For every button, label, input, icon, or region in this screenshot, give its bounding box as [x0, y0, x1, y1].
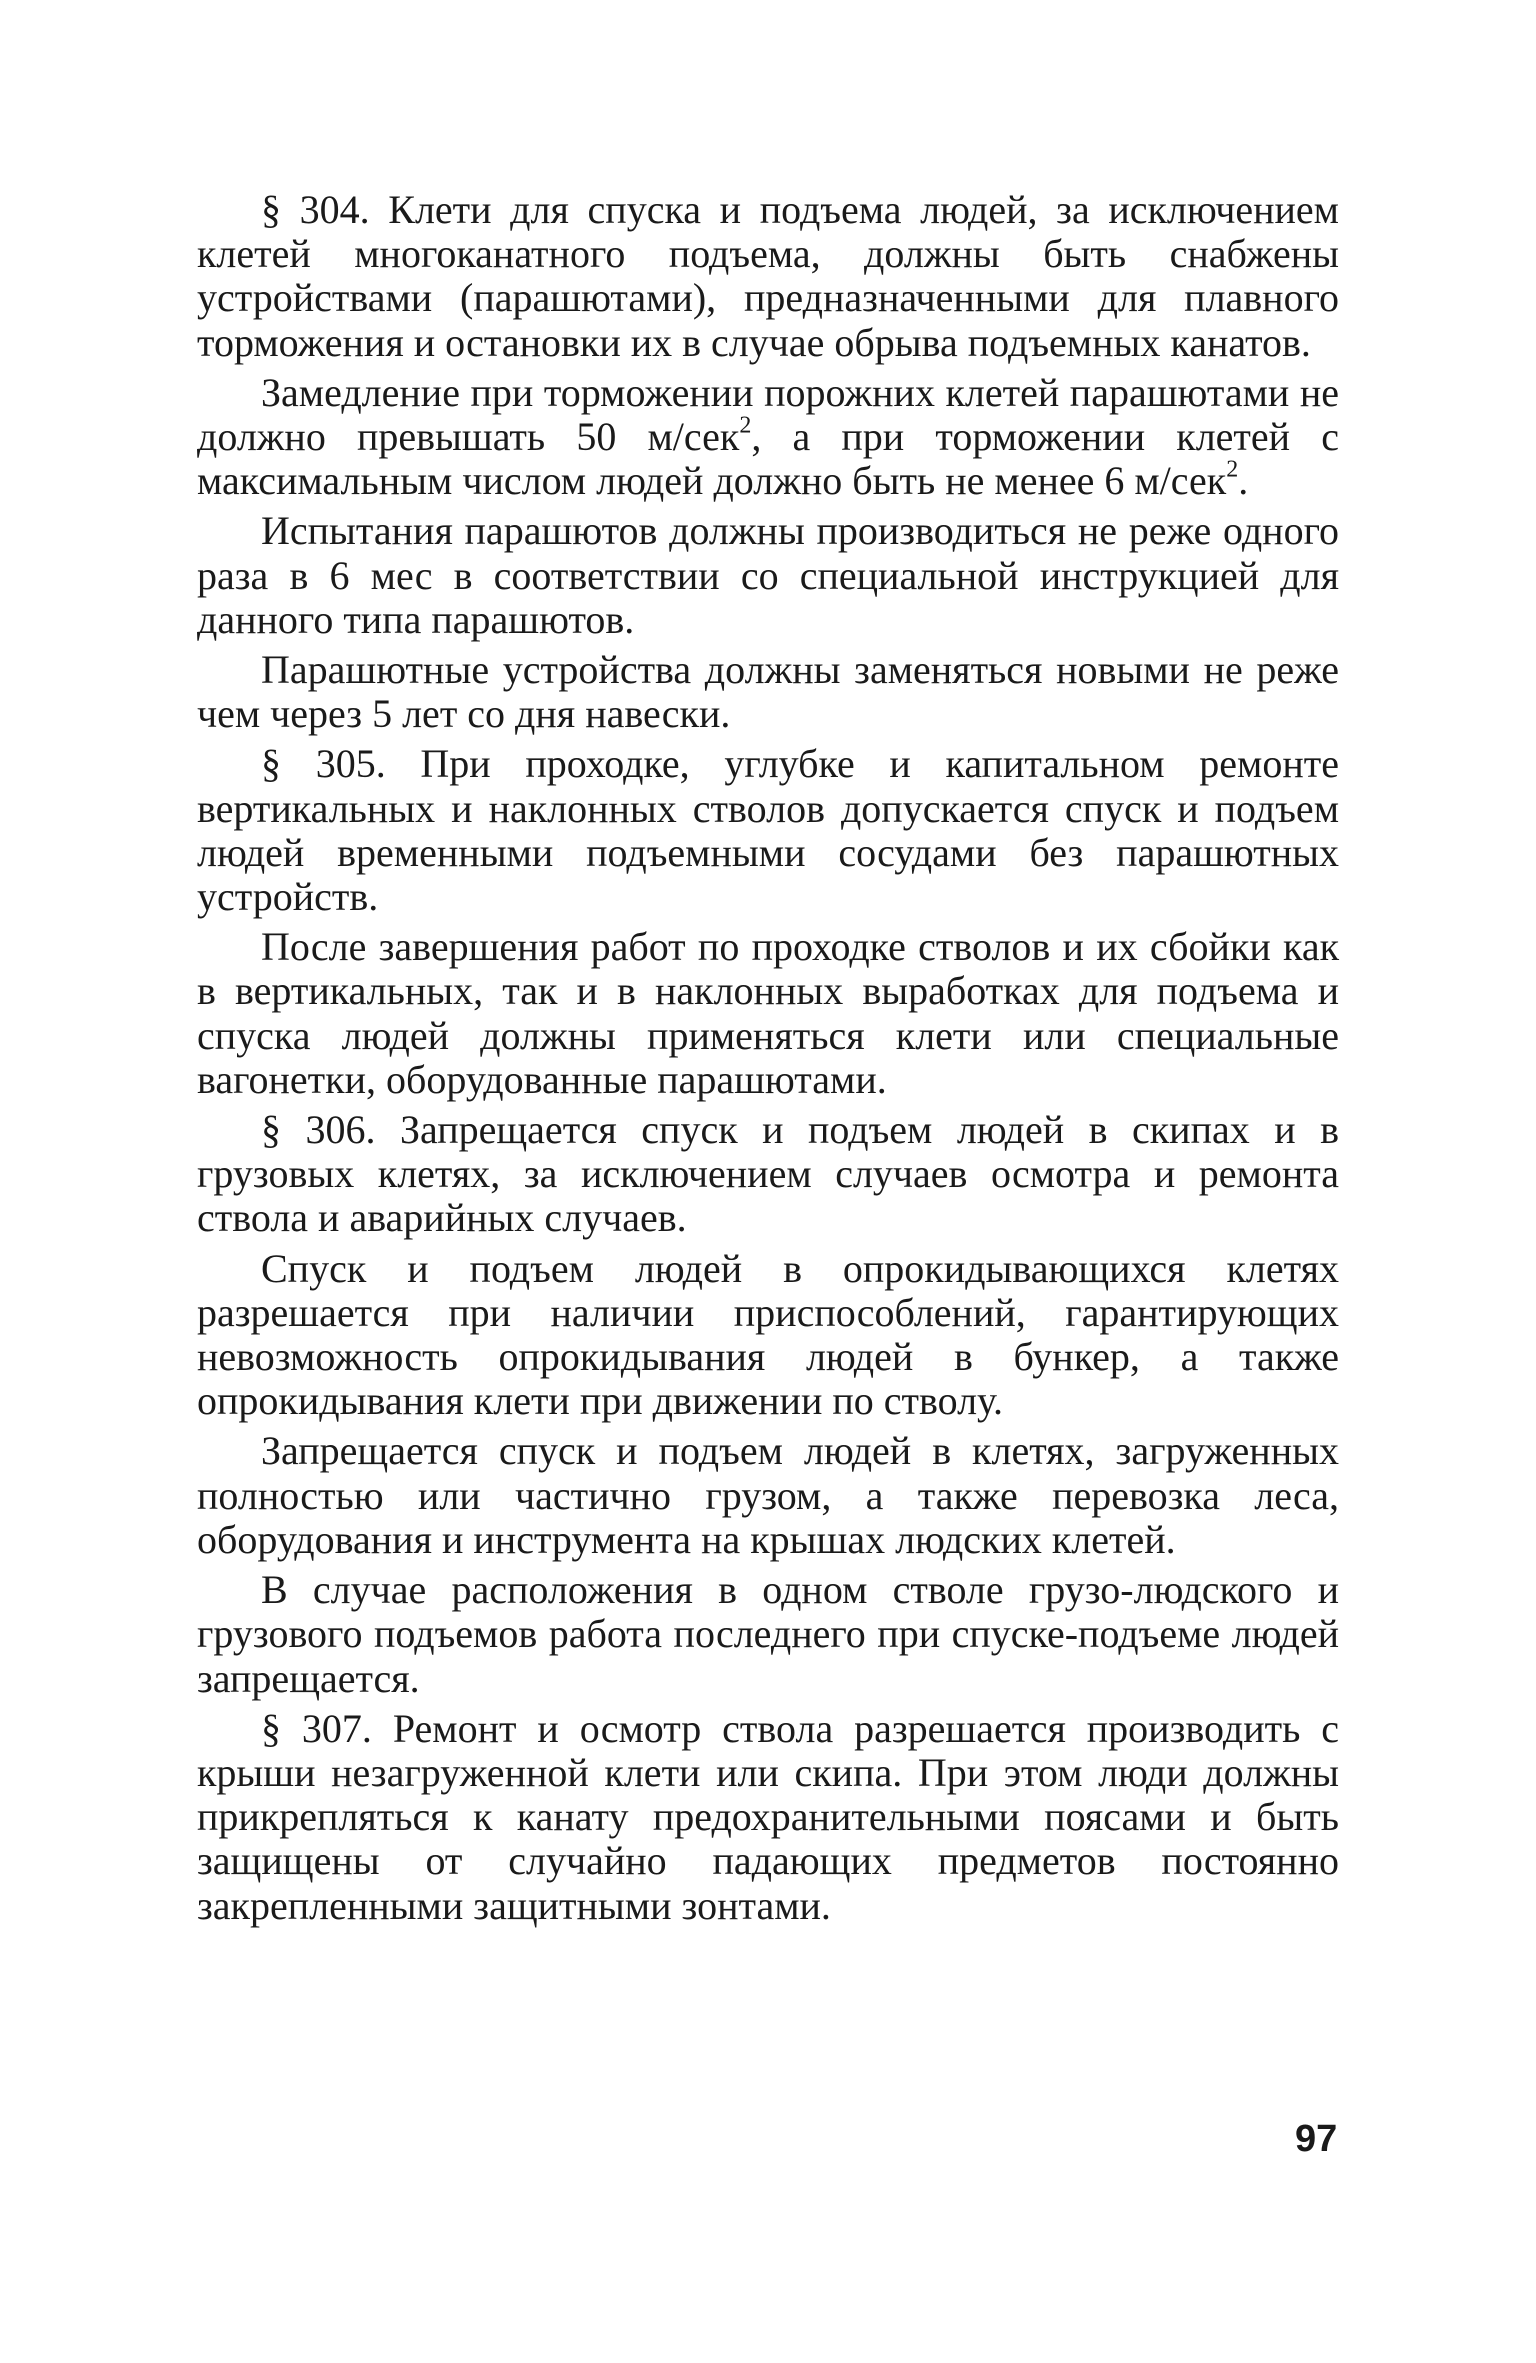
superscript: 2 [1226, 456, 1239, 483]
paragraph-loaded-cages: Запрещается спуск и подъем людей в клетях, загруженных полностью или частично грузом, а также перевозка леса, оборудования и инструмента на крышах людских клетей. [197, 1428, 1339, 1562]
paragraph-deceleration [197, 371, 1339, 504]
superscript: 2 [739, 412, 752, 439]
paragraph-cargo-passenger: В случае расположения в одном стволе грузо-людского и грузового подъемов работа последнего при спуске-подъеме людей запрещается. [197, 1567, 1339, 1701]
paragraph-304: § 304. Клети для спуска и подъема людей, за исключением клетей многоканатного подъема, должны быть снабжены устройствами (парашютами), предназначенными для плавного торможения и остановки их в случае обрыва подъемных канатов. [197, 187, 1339, 365]
text-segment: Замедление при торможении порожних клетей парашютами не должно превышать 50 м/сек [197, 369, 1339, 460]
page-number: 97 [1295, 2118, 1338, 2160]
text-segment: , а при торможении клетей с максимальным числом людей должно быть не менее 6 м/сек [197, 414, 1339, 504]
paragraph-after-completion: После завершения работ по проходке стволов и их сбойки как в вертикальных, так и в наклонных выработках для подъема и спуска людей должны применяться клети или специальные вагонетки, оборудованные парашютами. [197, 924, 1339, 1102]
text-segment: . [1238, 458, 1249, 504]
paragraph-306: § 306. Запрещается спуск и подъем людей в скипах и в грузовых клетях, за исключением случаев осмотра и ремонта ствола и аварийных случаев. [197, 1107, 1339, 1241]
paragraph-tipping-cages: Спуск и подъем людей в опрокидывающихся клетях разрешается при наличии приспособлений, гарантирующих невозможность опрокидывания людей в бункер, а также опрокидывания клети при движении по стволу. [197, 1245, 1339, 1424]
page-body [197, 188, 1339, 1928]
paragraph-replacement: Парашютные устройства должны заменяться новыми не реже чем через 5 лет со дня навески. [197, 647, 1339, 737]
paragraph-testing: Испытания парашютов должны производиться не реже одного раза в 6 мес в соответствии со специальной инструкцией для данного типа парашютов. [197, 508, 1339, 642]
paragraph-307: § 307. Ремонт и осмотр ствола разрешается производить с крыши незагруженной клети или скипа. При этом люди должны прикрепляться к канату предохранительными поясами и быть защищены от случайно падающих предметов постоянно закрепленными защитными зонтами. [197, 1705, 1339, 1928]
document-text [197, 188, 1339, 1928]
paragraph-305: § 305. При проходке, углубке и капитальном ремонте вертикальных и наклонных стволов допускается спуск и подъем людей временными подъемными сосудами без парашютных устройств. [197, 741, 1339, 920]
